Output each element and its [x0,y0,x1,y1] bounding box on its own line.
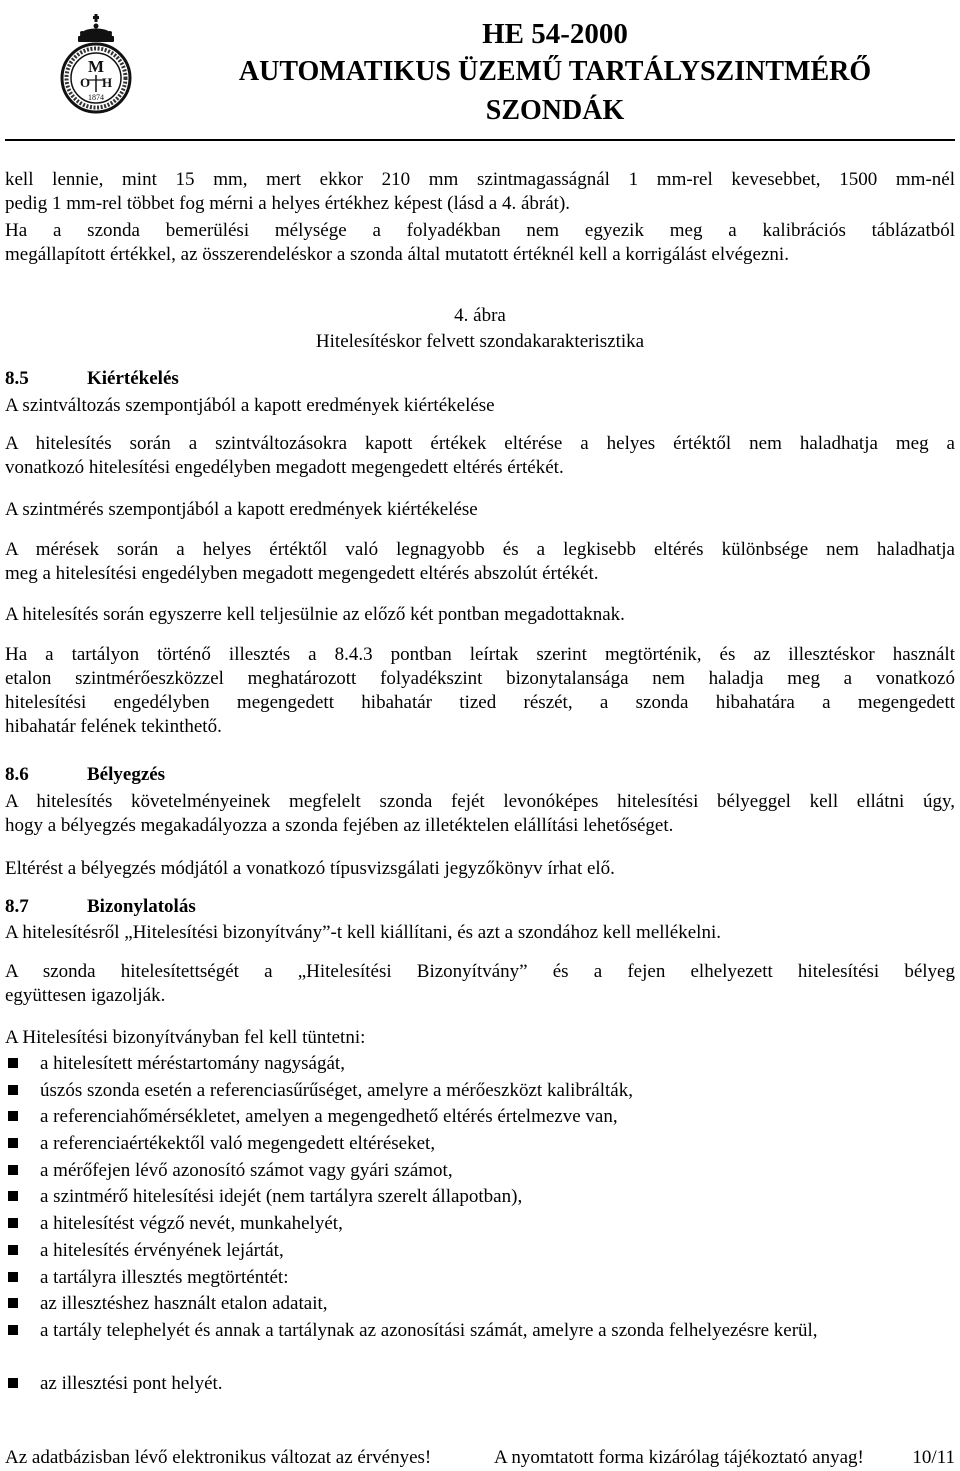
list-item: a tartályra illesztés megtörténtét: [5,1266,955,1293]
section-number: 8.7 [5,896,29,917]
logo-year: 1874 [88,93,104,102]
paragraph-line: Ha a tartályon történő illesztés a 8.4.3 pontban leírtak szerint megtörténik, és az illesztéskor használt [5,644,955,665]
list-item: a referenciahőmérsékletet, amelyen a megengedhető eltérés értelmezve van, [5,1105,955,1132]
paragraph-line: etalon szintmérőeszközzel meghatározott folyadékszint bizonytalansága nem haladja meg a vonatkozó [5,668,955,689]
logo-letter-o: O [79,75,91,90]
paragraph-stamping-deviation: Eltérést a bélyegzés módjától a vonatkozó típusvizsgálati jegyzőkönyv írhat elő. [5,858,615,879]
list-item: a tartály telephelyét és annak a tartálynak az azonosítási számát, amelyre a szonda felhelyezésre kerül, [5,1319,955,1372]
section-heading-8-6 [5,763,165,787]
square-bullet-icon [8,1272,18,1282]
square-bullet-icon [8,1378,18,1388]
paragraph-certification-proof [5,960,955,1008]
list-item: úszós szonda esetén a referenciasűrűséget, amelyre a mérőeszközt kalibrálták, [5,1079,955,1106]
paragraph-line: A hitelesítés követelményeinek megfelelt szonda fejét levonóképes hitelesítési bélyeggel kell ellátni úgy, [5,791,955,812]
list-item: a referenciaértékektől való megengedett eltéréseket, [5,1132,955,1159]
header-divider [5,139,955,141]
logo-letter-m: M [87,57,105,76]
intro-line-1: kell lennie, mint 15 mm, mert ekkor 210 mm szintmagasságnál 1 mm-rel kevesebbet, 1500 mm-nél [5,169,955,190]
figure-caption: Hitelesítéskor felvett szondakarakterisztika [315,331,645,352]
page-number: 10/11 [912,1447,955,1468]
document-code: HE 54-2000 [482,18,628,50]
document-title-line-2: SZONDÁK [485,95,625,126]
square-bullet-icon [8,1058,18,1068]
paragraph-tank-fitting [5,643,955,739]
paragraph-line: meg a hitelesítési engedélyben megadott megengedett eltérés abszolút értékét. [5,563,599,584]
paragraph-line: vonatkozó hitelesítési engedélyben megadott megengedett eltérés értékét. [5,457,564,478]
paragraph-line: hogy a bélyegzés megakadályozza a szonda fejében az illetéktelen elállítási lehetőséget. [5,815,674,836]
square-bullet-icon [8,1165,18,1175]
section-number: 8.5 [5,368,29,389]
intro-paragraph-2 [5,219,955,267]
square-bullet-icon [8,1325,18,1335]
paragraph-line: hitelesítési engedélyben megengedett hibahatár tized részét, a szonda hibahatára a megengedett [5,692,955,713]
list-item: a hitelesített méréstartomány nagyságát, [5,1052,955,1079]
paragraph-line: együttesen igazolják. [5,985,166,1006]
list-item: az illesztési pont helyét. [5,1372,955,1399]
paragraph-line: A szonda hitelesítettségét a „Hitelesítési Bizonyítvány” és a fejen elhelyezett hitelesítési bélyeg [5,961,955,982]
intro-line-4: megállapított értékkel, az összerendeléskor a szonda által mutatott értéknél kell a korrigálást elvégezni. [5,244,789,265]
paragraph-line: A mérések során a helyes értéktől való legnagyobb és a legkisebb eltérés különbsége nem haladhatja [5,539,955,560]
square-bullet-icon [8,1218,18,1228]
intro-line-3: Ha a szonda bemerülési mélysége a folyadékban nem egyezik meg a kalibrációs táblázatból [5,220,955,241]
list-item: a mérőfejen lévő azonosító számot vagy gyári számot, [5,1159,955,1186]
footer-validity-note: Az adatbázisban lévő elektronikus változat az érvényes! [5,1447,432,1468]
square-bullet-icon [8,1111,18,1121]
intro-line-2: pedig 1 mm-rel többet fog mérni a helyes értékhez képest (lásd a 4. ábrát). [5,193,571,214]
document-title-line-1: AUTOMATIKUS ÜZEMŰ TARTÁLYSZINTMÉRŐ [238,56,872,87]
logo-letter-h: H [101,75,113,90]
certificate-contents-list [5,1052,955,1399]
square-bullet-icon [8,1245,18,1255]
footer-print-note: A nyomtatott forma kizárólag tájékoztató anyag! [494,1447,864,1468]
section-title: Bélyegzés [87,764,166,785]
square-bullet-icon [8,1298,18,1308]
intro-paragraph-1 [5,168,955,216]
paragraph-line: hibahatár felének tekinthető. [5,716,222,737]
paragraph-line: A hitelesítés során a szintváltozásokra kapott értékek eltérése a helyes értéktől nem haladhatja meg a [5,433,955,454]
paragraph-level-change-eval [5,432,955,480]
subheading-level-change: A szintváltozás szempontjából a kapott eredmények kiértékelése [5,395,495,416]
subheading-level-measurement: A szintmérés szempontjából a kapott eredmények kiértékelése [5,499,478,520]
list-item: a szintmérő hitelesítési idejét (nem tartályra szerelt állapotban), [5,1185,955,1212]
list-item: a hitelesítés érvényének lejártát, [5,1239,955,1266]
paragraph-certificate: A hitelesítésről „Hitelesítési bizonyítvány”-t kell kiállítani, és azt a szondához kell mellékelni. [5,922,721,943]
section-heading-8-5 [5,367,179,391]
square-bullet-icon [8,1138,18,1148]
figure-number: 4. ábra [454,305,506,326]
paragraph-stamping [5,790,955,838]
section-title: Bizonylatolás [87,896,196,917]
section-number: 8.6 [5,764,29,785]
section-heading-8-7 [5,895,196,919]
paragraph-certificate-contents-intro: A Hitelesítési bizonyítványban fel kell tüntetni: [5,1027,366,1048]
paragraph-measurement-eval [5,538,955,586]
list-item: a hitelesítést végző nevét, munkahelyét, [5,1212,955,1239]
paragraph-combined-requirement: A hitelesítés során egyszerre kell teljesülnie az előző két pontban megadottaknak. [5,604,625,625]
hungarian-crown-seal-icon [52,14,140,124]
list-item: az illesztéshez használt etalon adatait, [5,1292,955,1319]
square-bullet-icon [8,1085,18,1095]
section-title: Kiértékelés [87,368,179,389]
square-bullet-icon [8,1191,18,1201]
